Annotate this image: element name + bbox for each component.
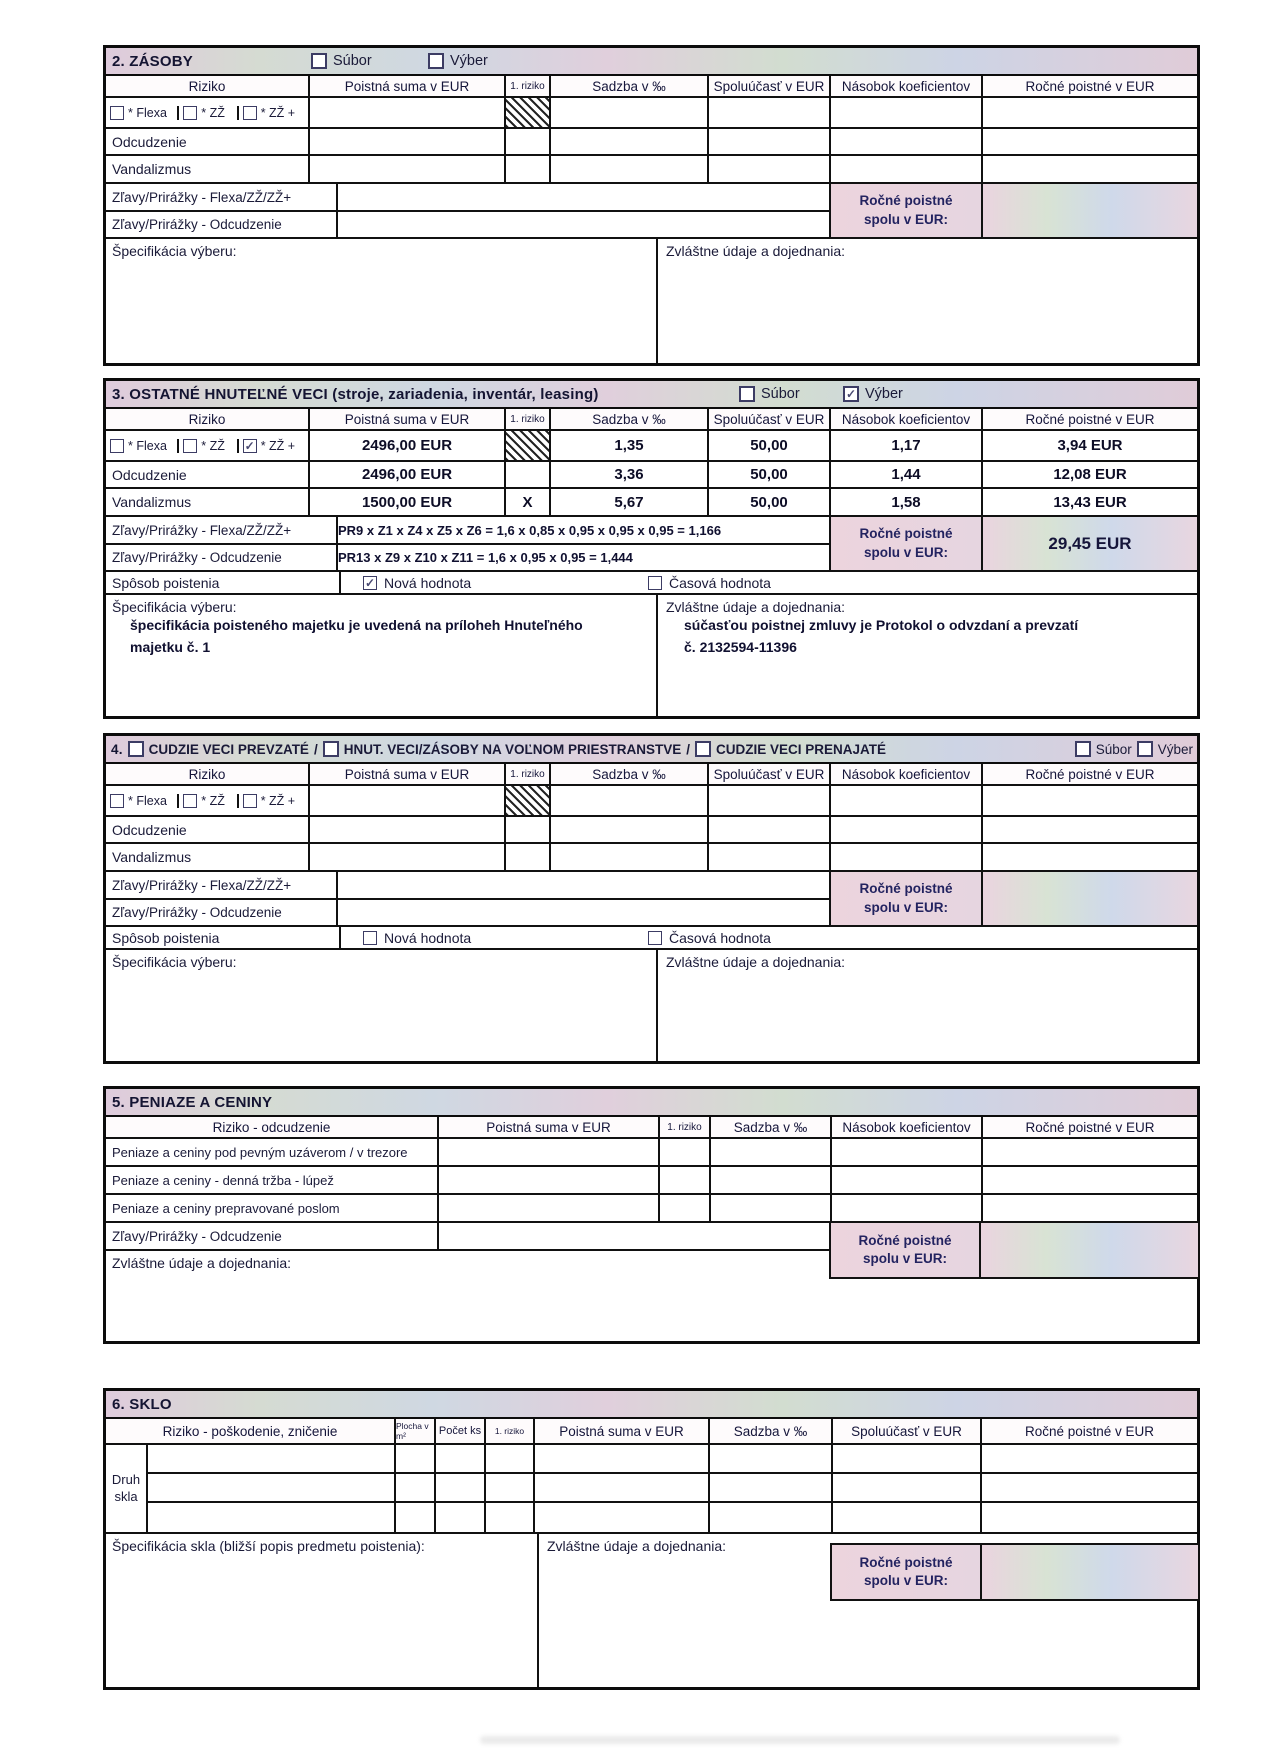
sadzba-cell [711,1139,832,1165]
flexa-label: * Flexa [128,793,167,808]
section-4-cudzie-veci [103,733,1200,1064]
rocne-spolu-label: Ročné poistné spolu v EUR: [831,1223,981,1277]
hatched-cell [506,431,551,460]
casova-hodnota-checkbox[interactable] [648,931,662,945]
suma-cell [535,1503,710,1532]
col-header-poistna-suma: Poistná suma v EUR [439,1117,660,1137]
casova-hodnota-label: Časová hodnota [669,574,771,591]
rocne-value: 13,43 EUR [1053,493,1127,511]
rocne-cell [983,1139,1197,1165]
pocet-cell [436,1445,486,1472]
zlavy-flexa-formula: PR9 x Z1 x Z4 x Z5 x Z6 = 1,6 x 0,85 x 0,95 x 0,95 x 0,95 = 1,166 [338,522,722,538]
col-header-nasobok: Násobok koeficientov [831,764,983,784]
section-2-title-band [106,48,1197,76]
subor-label: Súbor [333,53,372,69]
zz-plus-checkbox[interactable] [243,106,257,120]
spolucast-cell [833,1445,982,1472]
specifikacia-vyberu-area: Špecifikácia výberu: [106,950,658,1061]
zlavy-flexa-label: Zľavy/Prirážky - Flexa/ZŽ/ZŽ+ [106,184,336,212]
rocne-cell [982,1445,1197,1472]
sadzba-cell [551,844,709,870]
riziko1-cell [660,1167,711,1193]
vandalizmus-row-label: Vandalizmus [106,489,310,515]
col-header-nasobok: Násobok koeficientov [831,76,983,96]
nova-hodnota-label: Nová hodnota [384,929,472,946]
sadzba-cell [551,98,709,127]
sadzba-value: 3,36 [551,462,709,487]
hatched-cell [506,98,551,127]
zlavy-odcudzenie-label: Zľavy/Prirážky - Odcudzenie [112,905,282,920]
rocne-spolu-value: 29,45 EUR [983,517,1197,570]
riziko1-x-mark: X [506,489,551,515]
odcudzenie-row-label: Odcudzenie [106,129,310,154]
rocne-cell [983,129,1197,154]
spolucast-cell [709,844,831,870]
col-header-riziko: Riziko [106,76,310,96]
rocne-spolu-value [983,184,1197,237]
nova-hodnota-checkbox[interactable] [363,931,377,945]
spolucast-value: 50,00 [709,431,831,460]
suma-cell [310,129,506,154]
zz-label: * ZŽ [201,438,225,453]
rocne-cell [983,1195,1197,1221]
zvlastne-text: súčasťou poistnej zmluvy je Protokol o odvzdaní a prevzatí [684,617,1079,633]
rocne-cell [983,786,1197,815]
suma-cell [310,98,506,127]
zz-plus-label: * ZŽ + [260,105,296,120]
zz-plus-checkbox[interactable] [243,794,257,808]
zlavy-flexa-label: Zľavy/Prirážky - Flexa/ZŽ/ZŽ+ [106,517,336,545]
zlavy-odcudzenie-value [338,212,829,237]
col-header-nasobok: Násobok koeficientov [832,1117,983,1137]
nova-hodnota-label: Nová hodnota [384,574,472,591]
specifikacia-text: špecifikácia poisteného majetku je uvedená na príloheh Hnuteľného [130,617,583,633]
sadzba-cell [711,1167,832,1193]
rocne-spolu-value [982,1545,1198,1599]
spolucast-cell [709,156,831,182]
rocne-spolu-value [981,1223,1198,1277]
spolucast-cell [709,817,831,842]
nasobok-cell [831,156,983,182]
nasobok-cell [831,844,983,870]
sposob-poistenia-label: Spôsob poistenia [106,927,341,948]
spolucast-value: 50,00 [709,462,831,487]
nasobok-cell [832,1167,983,1193]
suma-value: 2496,00 EUR [310,462,506,487]
riziko1-cell [486,1445,535,1472]
cudzie-veci-prenajate-checkbox[interactable] [695,741,711,757]
section-6-title: 6. SKLO [112,1395,172,1413]
section-5-peniaze-a-ceniny [103,1086,1200,1344]
suma-value: 2496,00 EUR [310,431,506,460]
section-6-sklo [103,1388,1200,1690]
druh-skla-input-cell [148,1474,396,1501]
zlavy-flexa-label: Zľavy/Prirážky - Flexa/ZŽ/ZŽ+ [106,872,336,900]
suma-cell [439,1195,660,1221]
riziko1-cell [506,156,551,182]
col-header-1-riziko: 1. riziko [506,764,551,784]
rocne-value: 12,08 EUR [1053,466,1127,483]
col-header-spolucast: Spoluúčasť v EUR [833,1419,982,1443]
section-5-title: 5. PENIAZE A CENINY [112,1093,273,1111]
spolucast-cell [709,129,831,154]
zvlastne-udaje-area: Zvláštne údaje a dojednania: [547,1538,727,1554]
zvlastne-udaje-area: Zvláštne údaje a dojednania: [112,1255,292,1271]
col-header-poistna-suma: Poistná suma v EUR [310,764,506,784]
zlavy-flexa-value [338,184,829,212]
casova-hodnota-label: Časová hodnota [669,929,771,946]
section-4-title-band [106,736,1197,764]
pocet-cell [436,1474,486,1501]
nasobok-cell [831,129,983,154]
nasobok-value: 1,44 [831,462,983,487]
spolucast-cell [833,1474,982,1501]
nasobok-cell [831,786,983,815]
sadzba-value: 5,67 [551,489,709,515]
checkmark-icon: ✓ [845,387,857,401]
suma-cell [310,156,506,182]
zz-checkbox[interactable] [183,106,197,120]
subor-checkbox[interactable] [739,386,755,402]
section-3-title-band [106,381,1197,409]
sadzba-cell [710,1445,833,1472]
col-header-sadzba: Sadzba v ‰ [710,1419,833,1443]
zz-checkbox[interactable] [183,794,197,808]
subor-checkbox[interactable] [311,53,327,69]
casova-hodnota-checkbox[interactable] [648,576,662,590]
flexa-checkbox[interactable] [110,106,124,120]
sadzba-cell [551,817,709,842]
zz-plus-checkbox[interactable] [243,439,257,453]
spolucast-cell [709,98,831,127]
cudzie-veci-prenajate-label: CUDZIE VECI PRENAJATÉ [716,741,887,757]
section-3-title: 3. OSTATNÉ HNUTEĽNÉ VECI (stroje, zariadenia, inventár, leasing) [112,385,599,403]
subor-label: Súbor [1095,741,1132,757]
col-header-1-riziko: 1. riziko [486,1419,535,1443]
suma-cell [310,817,506,842]
vandalizmus-row-label: Vandalizmus [106,844,310,870]
sadzba-cell [551,129,709,154]
col-header-spolucast: Spoluúčasť v EUR [709,409,831,429]
riziko1-cell [486,1474,535,1501]
suma-cell [535,1445,710,1472]
checkmark-icon: ✓ [244,438,255,453]
sposob-poistenia-label: Spôsob poistenia [106,572,341,593]
rocne-spolu-label: Ročné poistné spolu v EUR: [831,872,983,925]
nasobok-cell [831,98,983,127]
suma-value: 1500,00 EUR [310,489,506,515]
col-header-sadzba: Sadzba v ‰ [551,76,709,96]
sadzba-cell [710,1503,833,1532]
rocne-spolu-label: Ročné poistné spolu v EUR: [832,1545,982,1599]
scan-artifact [480,1736,1120,1744]
zvlastne-udaje-area: Zvláštne údaje a dojednania: [666,243,846,259]
riziko1-cell [486,1503,535,1532]
suma-cell [439,1139,660,1165]
vyber-label: Výber [1157,741,1193,757]
col-header-1-riziko: 1. riziko [506,76,551,96]
rocne-spolu-label: Ročné poistné spolu v EUR: [831,184,983,237]
zvlastne-udaje-area: Zvláštne údaje a dojednania: súčasťou poistnej zmluvy je Protokol o odvzdaní a prevzatí č. 2132594-11396 [658,595,1197,716]
rocne-cell [983,844,1197,870]
vyber-label: Výber [865,386,903,402]
riziko1-cell [660,1139,711,1165]
nova-hodnota-checkbox[interactable] [363,576,377,590]
section-6-title-band [106,1391,1197,1419]
odcudzenie-row-label: Odcudzenie [106,817,310,842]
col-header-1-riziko: 1. riziko [660,1117,711,1137]
zlavy-odcudzenie-label: Zľavy/Prirážky - Odcudzenie [112,217,282,232]
riziko1-cell [506,844,551,870]
col-header-spolucast: Spoluúčasť v EUR [709,76,831,96]
rocne-spolu-label: Ročné poistné spolu v EUR: [831,517,983,570]
separator: / [313,741,318,757]
flexa-checkbox[interactable] [110,439,124,453]
rocne-value: 3,94 EUR [1057,437,1123,454]
vandalizmus-row-label: Vandalizmus [106,156,310,182]
spolucast-cell [709,786,831,815]
row-label-denna-trzba: Peniaze a ceniny - denná tržba - lúpež [106,1167,439,1193]
flexa-label: * Flexa [128,105,167,120]
zlavy-odcudzenie-value [338,900,829,925]
riziko1-cell [506,817,551,842]
rocne-cell [983,1167,1197,1193]
plocha-cell [396,1503,436,1532]
plocha-cell [396,1445,436,1472]
rocne-cell [983,156,1197,182]
checkmark-icon: ✓ [364,575,376,590]
zz-plus-label: * ZŽ + [260,438,296,453]
section-2-title: 2. ZÁSOBY [112,52,193,70]
cudzie-veci-prevzate-label: CUDZIE VECI PREVZATÉ [148,741,309,757]
sadzba-cell [711,1195,832,1221]
col-header-riziko-poskodenie: Riziko - poškodenie, zničenie [106,1419,396,1443]
rocne-cell [982,1474,1197,1501]
col-header-rocne-poistne: Ročné poistné v EUR [983,1117,1197,1137]
col-header-rocne-poistne: Ročné poistné v EUR [983,764,1197,784]
sadzba-value: 1,35 [551,431,709,460]
col-header-poistna-suma: Poistná suma v EUR [310,409,506,429]
col-header-nasobok: Násobok koeficientov [831,409,983,429]
druh-skla-input-cell [148,1445,396,1472]
hnut-veci-zasoby-checkbox[interactable] [323,741,339,757]
col-header-sadzba: Sadzba v ‰ [711,1117,832,1137]
nasobok-value: 1,17 [831,431,983,460]
flexa-label: * Flexa [128,438,167,453]
nasobok-value: 1,58 [831,489,983,515]
suma-cell [310,844,506,870]
rocne-cell [983,98,1197,127]
spolucast-value: 50,00 [709,489,831,515]
specifikacia-vyberu-area: Špecifikácia výberu: [106,239,658,363]
odcudzenie-row-label: Odcudzenie [106,462,310,487]
zlavy-flexa-value [338,872,829,900]
zz-checkbox[interactable] [183,439,197,453]
nasobok-cell [831,817,983,842]
rocne-cell [983,817,1197,842]
col-header-sadzba: Sadzba v ‰ [551,764,709,784]
vyber-label: Výber [450,53,488,69]
suma-cell [439,1167,660,1193]
section-5-title-band [106,1089,1197,1117]
col-header-sadzba: Sadzba v ‰ [551,409,709,429]
zz-label: * ZŽ [201,793,225,808]
flexa-checkbox[interactable] [110,794,124,808]
rocne-spolu-value [983,872,1197,925]
hatched-cell [506,786,551,815]
section-2-zasoby [103,45,1200,366]
sadzba-cell [551,786,709,815]
plocha-cell [396,1474,436,1501]
col-header-poistna-suma: Poistná suma v EUR [310,76,506,96]
specifikacia-vyberu-area: Špecifikácia výberu: špecifikácia poisteného majetku je uvedená na príloheh Hnuteľného majetku č. 1 [106,595,658,716]
row-label-prepravovane-poslom: Peniaze a ceniny prepravované poslom [106,1195,439,1221]
hnut-veci-zasoby-label: HNUT. VECI/ZÁSOBY NA VOĽNOM PRIESTRANSTVE [343,741,682,757]
riziko1-cell [506,462,551,487]
zz-plus-label: * ZŽ + [260,793,296,808]
subor-checkbox[interactable] [1075,741,1091,757]
col-header-rocne-poistne: Ročné poistné v EUR [982,1419,1197,1443]
nasobok-cell [832,1139,983,1165]
subor-label: Súbor [761,386,800,402]
pocet-cell [436,1503,486,1532]
section-4-number: 4. [111,741,123,757]
col-header-1-riziko: 1. riziko [506,409,551,429]
zlavy-odcudzenie-label: Zľavy/Prirážky - Odcudzenie [106,1223,439,1249]
zlavy-odcudzenie-label: Zľavy/Prirážky - Odcudzenie [112,550,282,565]
col-header-riziko: Riziko [106,764,310,784]
zlavy-odcudzenie-formula: PR13 x Z9 x Z10 x Z11 = 1,6 x 0,95 x 0,95 = 1,444 [338,550,633,565]
druh-skla-label: Druh skla [106,1445,148,1532]
rocne-cell [982,1503,1197,1532]
row-label-trezor: Peniaze a ceniny pod pevným uzáverom / v trezore [106,1139,439,1165]
separator: / [686,741,691,757]
suma-cell [535,1474,710,1501]
suma-cell [310,786,506,815]
col-header-rocne-poistne: Ročné poistné v EUR [983,409,1197,429]
col-header-spolucast: Spoluúčasť v EUR [709,764,831,784]
col-header-plocha: Plocha v m² [396,1419,436,1443]
riziko1-cell [660,1195,711,1221]
nasobok-cell [832,1195,983,1221]
cudzie-veci-prevzate-checkbox[interactable] [128,741,144,757]
vyber-checkbox[interactable] [843,386,859,402]
specifikacia-skla-area: Špecifikácia skla (bližší popis predmetu poistenia): [106,1534,539,1687]
druh-skla-input-cell [148,1503,396,1532]
sadzba-cell [551,156,709,182]
col-header-riziko-odcudzenie: Riziko - odcudzenie [106,1117,439,1137]
spolucast-cell [833,1503,982,1532]
vyber-checkbox[interactable] [428,53,444,69]
zz-label: * ZŽ [201,105,225,120]
riziko1-cell [506,129,551,154]
col-header-poistna-suma: Poistná suma v EUR [535,1419,710,1443]
section-3-ostatne-hnutelne-veci [103,378,1200,719]
col-header-riziko: Riziko [106,409,310,429]
col-header-pocet-ks: Počet ks [436,1419,486,1443]
col-header-rocne-poistne: Ročné poistné v EUR [983,76,1197,96]
sadzba-cell [710,1474,833,1501]
vyber-checkbox[interactable] [1137,741,1153,757]
zvlastne-udaje-area: Zvláštne údaje a dojednania: [666,954,846,970]
